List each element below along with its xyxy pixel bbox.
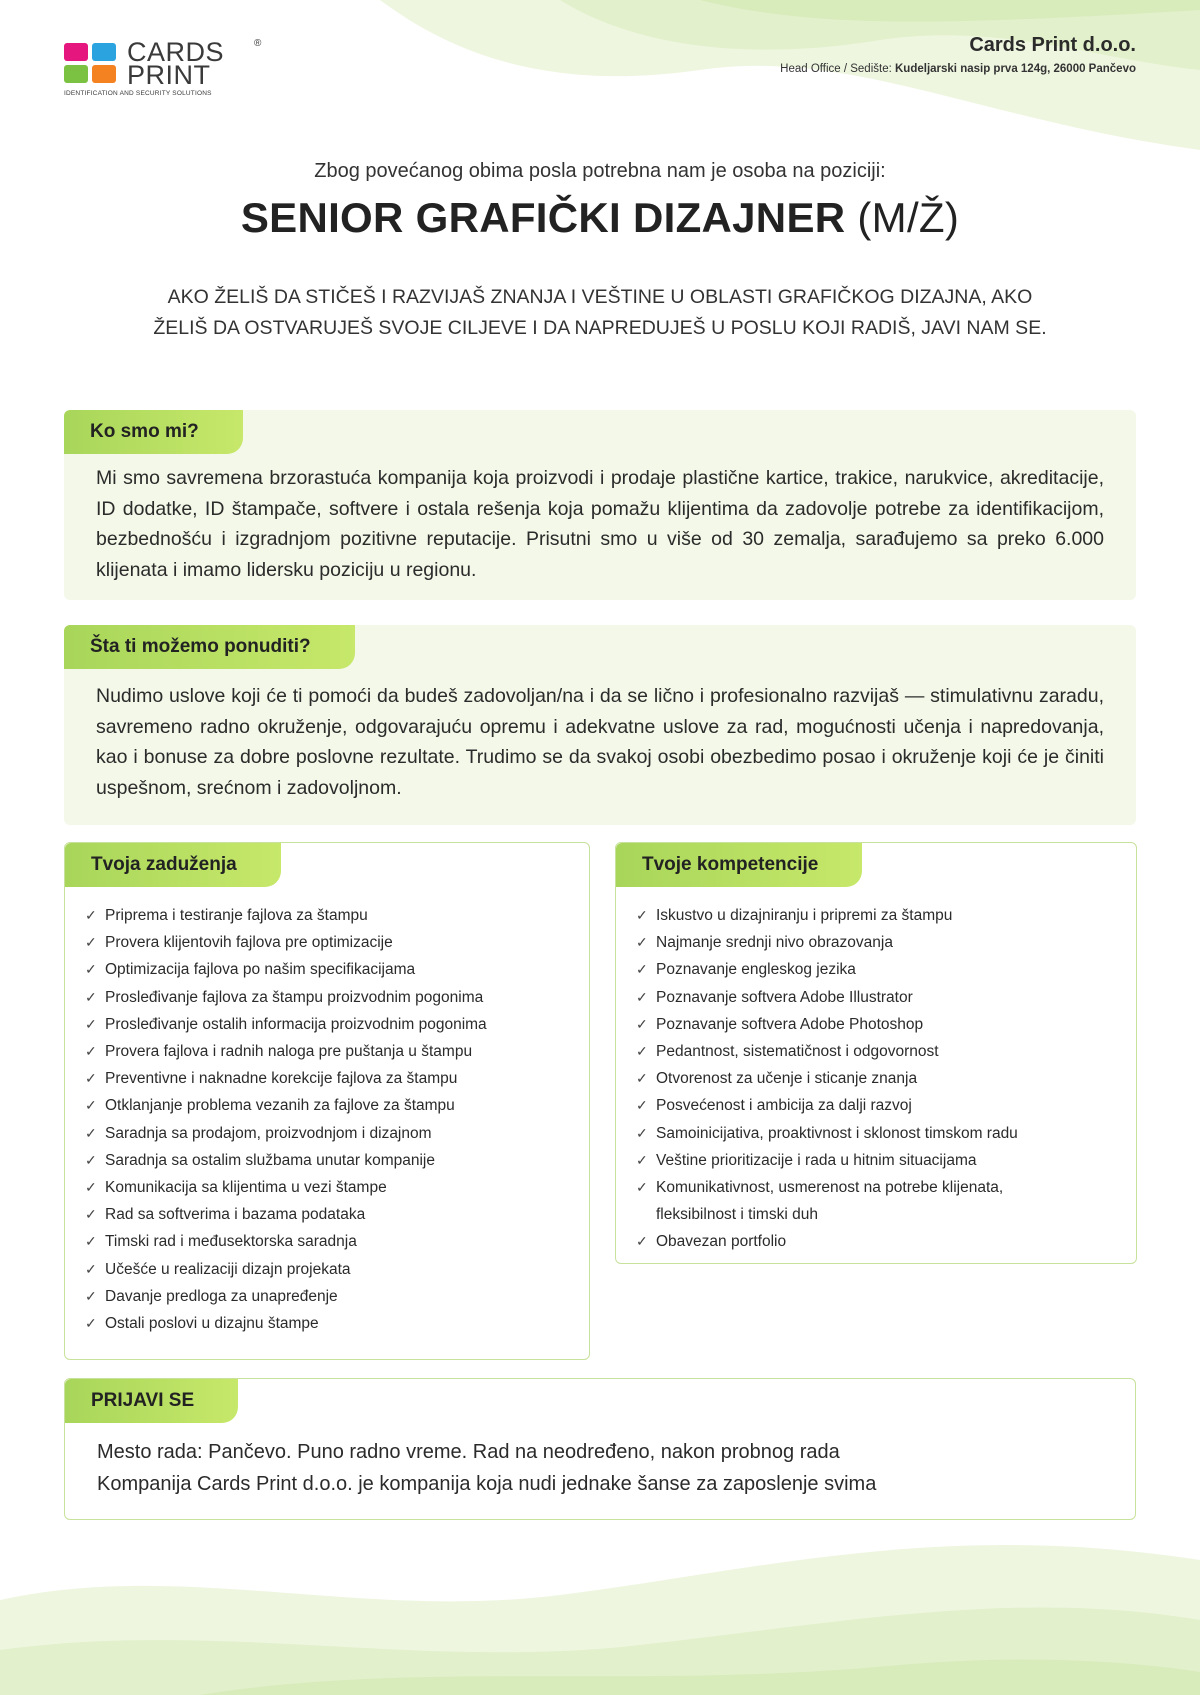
section-competencies — [615, 842, 1137, 1264]
company-address — [780, 63, 1136, 75]
competency-item-text: Posvećenost i ambicija za dalji razvoj — [656, 1097, 912, 1115]
checkmark-icon: ✓ — [85, 1097, 97, 1114]
section-heading-offer: Šta ti možemo ponuditi? — [64, 625, 355, 669]
duty-item-text: Prosleđivanje ostalih informacija proizvodnim pogonima — [105, 1015, 487, 1033]
competency-item — [634, 1065, 1126, 1092]
competency-item — [634, 1174, 1126, 1228]
apply-line-1: Mesto rada: Pančevo. Puno radno vreme. Rad na neodređeno, nakon probnog rada — [97, 1441, 840, 1463]
duty-item-text: Rad sa softverima i bazama podataka — [105, 1206, 366, 1224]
logo-square-pink — [64, 43, 88, 61]
checkmark-icon: ✓ — [85, 1233, 97, 1250]
apply-line-2: Kompanija Cards Print d.o.o. je kompanija koja nudi jednake šanse za zaposlenje svima — [97, 1473, 877, 1495]
checkmark-icon: ✓ — [636, 1097, 648, 1114]
checkmark-icon: ✓ — [636, 934, 648, 951]
duty-item-text: Komunikacija sa klijentima u vezi štampe — [105, 1179, 387, 1197]
duty-item-text: Optimizacija fajlova po našim specifikacijama — [105, 961, 416, 979]
competency-item-text: Poznavanje softvera Adobe Illustrator — [656, 988, 913, 1006]
checkmark-icon: ✓ — [85, 1287, 97, 1304]
logo-word-print: PRINT — [127, 60, 211, 90]
checkmark-icon: ✓ — [636, 961, 648, 978]
checkmark-icon: ✓ — [636, 1179, 648, 1196]
address-value: Kudeljarski nasip prva 124g, 26000 Pančevo — [895, 63, 1136, 75]
section-apply — [64, 1378, 1136, 1520]
duty-item — [83, 1201, 579, 1228]
competency-item-text: Iskustvo u dizajniranju i pripremi za štampu — [656, 907, 953, 924]
duty-item — [83, 902, 579, 929]
logo-square-orange — [92, 65, 116, 83]
job-title-main: SENIOR GRAFIČKI DIZAJNER — [240, 194, 846, 241]
checkmark-icon: ✓ — [85, 1206, 97, 1223]
job-title — [0, 194, 1200, 242]
duty-item — [83, 1092, 579, 1119]
section-heading-competencies: Tvoje kompetencije — [616, 843, 862, 887]
duty-item-text: Prosleđivanje fajlova za štampu proizvodnim pogonima — [105, 988, 484, 1006]
competency-item-text: Najmanje srednji nivo obrazovanja — [656, 934, 893, 952]
checkmark-icon: ✓ — [85, 1015, 97, 1032]
competency-item-text: Poznavanje engleskog jezika — [656, 961, 856, 979]
duty-item — [83, 1283, 579, 1310]
competency-item-text: Obavezan portfolio — [656, 1233, 787, 1251]
checkmark-icon: ✓ — [636, 988, 648, 1005]
checkmark-icon: ✓ — [636, 1015, 648, 1032]
duty-item — [83, 1174, 579, 1201]
checkmark-icon: ✓ — [636, 1043, 648, 1060]
checkmark-icon: ✓ — [85, 934, 97, 951]
competency-item — [634, 1228, 1126, 1255]
duty-item-text: Timski rad i međusektorska saradnja — [105, 1233, 357, 1251]
competency-item — [634, 929, 1126, 956]
duty-item-text: Učešće u realizaciji dizajn projekata — [105, 1260, 351, 1278]
duty-item — [83, 984, 579, 1011]
section-duties — [64, 842, 590, 1360]
checkmark-icon: ✓ — [636, 907, 648, 923]
offer-text: Nudimo uslove koji će ti pomoći da budeš zadovoljan/na i da se lično i profesionalno razvijaš — stimulativnu zaradu, savremeno radno okruženje, odgovarajuću opremu i adekvatne uslove za rad, mogućnosti učenja i napredovanja, kao i bonuse za dobre poslovne rezultate. Trudimo se da svakoj osobi obezbedimo posao i okruženje koji će je činiti uspešnom, srećnom i zadovoljnom. — [96, 685, 1104, 799]
logo-word-cards: CARDS — [127, 37, 225, 67]
duty-item-text: Davanje predloga za unapređenje — [105, 1287, 338, 1305]
competency-item-text: Komunikativnost, usmerenost na potrebe klijenata, — [656, 1179, 1004, 1197]
duties-list — [83, 902, 579, 1337]
address-label: Head Office / Sedište: — [780, 63, 892, 75]
section-heading-apply: PRIJAVI SE — [65, 1379, 238, 1423]
competency-item — [634, 1092, 1126, 1119]
checkmark-icon: ✓ — [85, 988, 97, 1005]
logo-square-green — [64, 65, 88, 83]
checkmark-icon: ✓ — [85, 907, 97, 923]
duty-item-text: Ostali poslovi u dizajnu štampe — [105, 1315, 319, 1333]
duty-item — [83, 1011, 579, 1038]
company-logo — [64, 37, 264, 100]
logo-square-blue — [92, 43, 116, 61]
duty-item — [83, 1120, 579, 1147]
company-info — [780, 34, 1136, 75]
checkmark-icon: ✓ — [85, 1151, 97, 1168]
checkmark-icon: ✓ — [85, 1043, 97, 1060]
duty-item — [83, 1256, 579, 1283]
checkmark-icon: ✓ — [85, 1315, 97, 1332]
duty-item-text: Provera fajlova i radnih naloga pre puštanja u štampu — [105, 1043, 473, 1061]
section-heading-who-we-are: Ko smo mi? — [64, 410, 243, 454]
lead-line-2: ŽELIŠ DA OSTVARUJEŠ SVOJE CILJEVE I DA NAPREDUJEŠ U POSLU KOJI RADIŠ, JAVI NAM SE. — [153, 317, 1047, 339]
logo-tagline: IDENTIFICATION AND SECURITY SOLUTIONS — [64, 90, 212, 97]
competency-item — [634, 902, 1126, 929]
duty-item — [83, 1310, 579, 1337]
competencies-list — [634, 902, 1126, 1256]
competency-item-text: Veštine prioritizacije i rada u hitnim situacijama — [656, 1151, 977, 1169]
checkmark-icon: ✓ — [85, 1070, 97, 1087]
checkmark-icon: ✓ — [85, 1260, 97, 1277]
competency-item-text: Poznavanje softvera Adobe Photoshop — [656, 1015, 924, 1033]
section-offer — [64, 625, 1136, 825]
duty-item-text: Otklanjanje problema vezanih za fajlove za štampu — [105, 1097, 455, 1115]
checkmark-icon: ✓ — [85, 1179, 97, 1196]
duty-item-text: Saradnja sa ostalim službama unutar kompanije — [105, 1151, 435, 1169]
lead-line-1: AKO ŽELIŠ DA STIČEŠ I RAZVIJAŠ ZNANJA I VEŠTINE U OBLASTI GRAFIČKOG DIZAJNA, AKO — [167, 286, 1033, 308]
duty-item-text: Preventivne i naknadne korekcije fajlova za štampu — [105, 1070, 458, 1088]
checkmark-icon: ✓ — [636, 1070, 648, 1087]
checkmark-icon: ✓ — [636, 1233, 648, 1250]
duty-item — [83, 956, 579, 983]
duty-item-text: Provera klijentovih fajlova pre optimizacije — [105, 934, 393, 952]
checkmark-icon: ✓ — [85, 1124, 97, 1141]
competency-item-text: Samoinicijativa, proaktivnost i sklonost timskom radu — [656, 1124, 1018, 1142]
competency-item-continuation: fleksibilnost i timski duh — [656, 1206, 818, 1224]
who-we-are-text: Mi smo savremena brzorastuća kompanija koja proizvodi i prodaje plastične kartice, trakice, narukvice, akreditacije, ID dodatke, ID štampače, softvere i ostala rešenja koja pomažu klijentima da zadovolje potrebe za identifikacijom, bezbednošću i izgradnjom pozitivne reputacije. Prisutni smo u više od 30 zemalja, sarađujemo sa preko 6.000 klijenata i imamo lidersku poziciju u regionu. — [96, 467, 1104, 581]
competency-item — [634, 984, 1126, 1011]
duty-item — [83, 1147, 579, 1174]
competency-item-text: Otvorenost za učenje i sticanje znanja — [656, 1070, 918, 1088]
lead-text — [100, 282, 1100, 344]
competency-item — [634, 956, 1126, 983]
section-who-we-are — [64, 410, 1136, 600]
competency-item — [634, 1011, 1126, 1038]
duty-item — [83, 929, 579, 956]
competency-item — [634, 1120, 1126, 1147]
checkmark-icon: ✓ — [85, 961, 97, 978]
checkmark-icon: ✓ — [636, 1124, 648, 1141]
checkmark-icon: ✓ — [636, 1151, 648, 1168]
competency-item — [634, 1038, 1126, 1065]
duty-item — [83, 1228, 579, 1255]
competency-item — [634, 1147, 1126, 1174]
section-heading-duties: Tvoja zaduženja — [65, 843, 281, 887]
intro-text: Zbog povećanog obima posla potrebna nam je osoba na poziciji: — [314, 160, 886, 182]
duty-item — [83, 1038, 579, 1065]
logo-registered-mark: ® — [254, 38, 262, 49]
company-name: Cards Print d.o.o. — [969, 34, 1136, 56]
competency-item-text: Pedantnost, sistematičnost i odgovornost — [656, 1043, 939, 1061]
duty-item-text: Saradnja sa prodajom, proizvodnjom i dizajnom — [105, 1124, 432, 1142]
duty-item-text: Priprema i testiranje fajlova za štampu — [105, 907, 368, 924]
job-title-suffix: (M/Ž) — [857, 194, 960, 241]
duty-item — [83, 1065, 579, 1092]
